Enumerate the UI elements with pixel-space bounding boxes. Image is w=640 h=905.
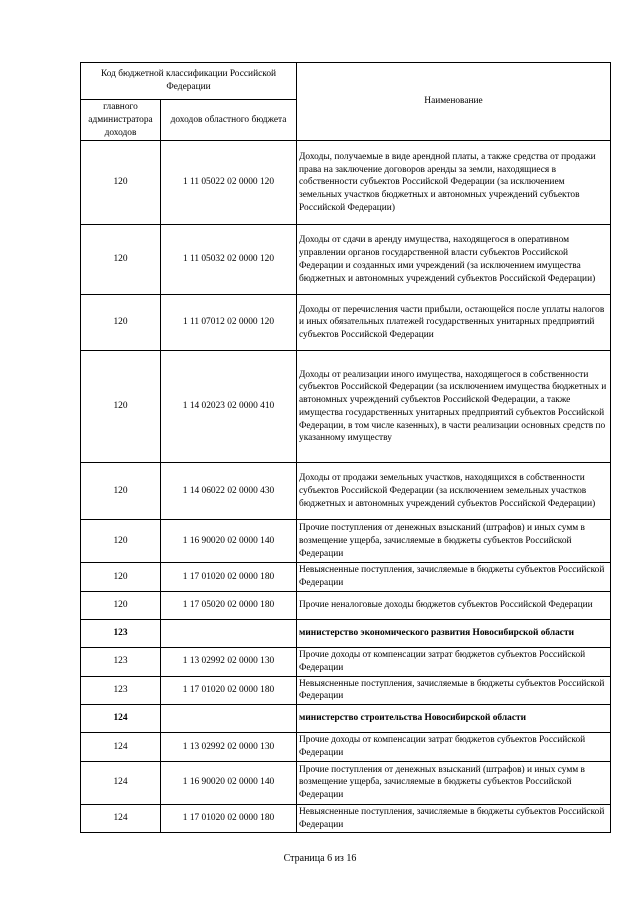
income-code-cell: 1 17 05020 02 0000 180 <box>161 591 297 619</box>
header-budget-classification-code: Код бюджетной классификации Российской Федерации <box>81 63 297 100</box>
admin-code-cell: 120 <box>81 591 161 619</box>
name-cell: Доходы от перечисления части прибыли, остающейся после уплаты налогов и иных обязательных платежей государственных унитарных предприятий субъектов Российской Федерации <box>297 295 611 351</box>
admin-code-cell: 120 <box>81 141 161 225</box>
table-row <box>81 520 611 563</box>
admin-code-cell: 124 <box>81 733 161 762</box>
section-row-ministry <box>81 705 611 733</box>
income-code-cell: 1 13 02992 02 0000 130 <box>161 647 297 676</box>
name-cell: Прочие поступления от денежных взысканий (штрафов) и иных сумм в возмещение ущерба, зачисляемые в бюджеты субъектов Российской Федерации <box>297 761 611 804</box>
header-name: Наименование <box>297 63 611 141</box>
table-row <box>81 676 611 705</box>
table-row <box>81 463 611 520</box>
income-code-cell: 1 14 02023 02 0000 410 <box>161 351 297 463</box>
ministry-name-cell: министерство строительства Новосибирской области <box>297 705 611 733</box>
admin-code-cell: 123 <box>81 619 161 647</box>
admin-code-cell: 124 <box>81 705 161 733</box>
table-body <box>81 141 611 833</box>
income-code-cell: 1 11 05022 02 0000 120 <box>161 141 297 225</box>
name-cell: Невыясненные поступления, зачисляемые в бюджеты субъектов Российской Федерации <box>297 804 611 833</box>
name-cell: Прочие доходы от компенсации затрат бюджетов субъектов Российской Федерации <box>297 647 611 676</box>
table-row <box>81 733 611 762</box>
table-row <box>81 647 611 676</box>
table-row <box>81 563 611 592</box>
income-code-cell: 1 11 05032 02 0000 120 <box>161 225 297 295</box>
table-row <box>81 761 611 804</box>
income-code-cell: 1 16 90020 02 0000 140 <box>161 761 297 804</box>
table-row <box>81 804 611 833</box>
table-row <box>81 591 611 619</box>
page-number: Страница 6 из 16 <box>283 853 357 864</box>
admin-code-cell: 123 <box>81 647 161 676</box>
admin-code-cell: 124 <box>81 804 161 833</box>
admin-code-cell: 120 <box>81 520 161 563</box>
table-row <box>81 141 611 225</box>
admin-code-cell: 123 <box>81 676 161 705</box>
ministry-name-cell: министерство экономического развития Новосибирской области <box>297 619 611 647</box>
admin-code-cell: 120 <box>81 351 161 463</box>
name-cell: Доходы, получаемые в виде арендной платы, а также средства от продажи права на заключение договоров аренды за земли, находящиеся в собственности субъектов Российской Федерации (за исключением земельных участков бюджетных и автономных учреждений субъектов Российской Федерации) <box>297 141 611 225</box>
name-cell: Прочие поступления от денежных взысканий (штрафов) и иных сумм в возмещение ущерба, зачисляемые в бюджеты субъектов Российской Федерации <box>297 520 611 563</box>
admin-code-cell: 120 <box>81 225 161 295</box>
admin-code-cell: 120 <box>81 463 161 520</box>
income-code-cell: 1 17 01020 02 0000 180 <box>161 563 297 592</box>
admin-code-cell: 124 <box>81 761 161 804</box>
table-row <box>81 225 611 295</box>
table-row <box>81 295 611 351</box>
name-cell: Невыясненные поступления, зачисляемые в бюджеты субъектов Российской Федерации <box>297 563 611 592</box>
name-cell: Доходы от сдачи в аренду имущества, находящегося в оперативном управлении органов государственной власти субъектов Российской Федерации и созданных ими учреждений (за исключением имущества бюджетных и автономных учреждений субъектов Российской Федерации) <box>297 225 611 295</box>
income-code-cell: 1 17 01020 02 0000 180 <box>161 676 297 705</box>
header-main-administrator: главного администратора доходов <box>81 100 161 141</box>
income-code-cell: 1 14 06022 02 0000 430 <box>161 463 297 520</box>
admin-code-cell: 120 <box>81 563 161 592</box>
name-cell: Прочие неналоговые доходы бюджетов субъектов Российской Федерации <box>297 591 611 619</box>
income-code-cell: 1 11 07012 02 0000 120 <box>161 295 297 351</box>
name-cell: Доходы от продажи земельных участков, находящихся в собственности субъектов Российской Федерации (за исключением земельных участков бюджетных и автономных учреждений субъектов Российской Федерации) <box>297 463 611 520</box>
section-row-ministry <box>81 619 611 647</box>
income-code-cell: 1 13 02992 02 0000 130 <box>161 733 297 762</box>
income-code-cell: 1 17 01020 02 0000 180 <box>161 804 297 833</box>
table-row <box>81 351 611 463</box>
name-cell: Доходы от реализации иного имущества, находящегося в собственности субъектов Российской Федерации (за исключением имущества бюджетных и автономных учреждений субъектов Российской Федерации, а также имущества государственных унитарных предприятий субъектов Российской Федерации, в том числе казенных), в части реализации основных средств по указанному имуществу <box>297 351 611 463</box>
income-code-cell <box>161 705 297 733</box>
admin-code-cell: 120 <box>81 295 161 351</box>
income-code-cell: 1 16 90020 02 0000 140 <box>161 520 297 563</box>
budget-classification-table <box>80 62 611 833</box>
income-code-cell <box>161 619 297 647</box>
name-cell: Прочие доходы от компенсации затрат бюджетов субъектов Российской Федерации <box>297 733 611 762</box>
name-cell: Невыясненные поступления, зачисляемые в бюджеты субъектов Российской Федерации <box>297 676 611 705</box>
header-regional-budget-income: доходов областного бюджета <box>161 100 297 141</box>
